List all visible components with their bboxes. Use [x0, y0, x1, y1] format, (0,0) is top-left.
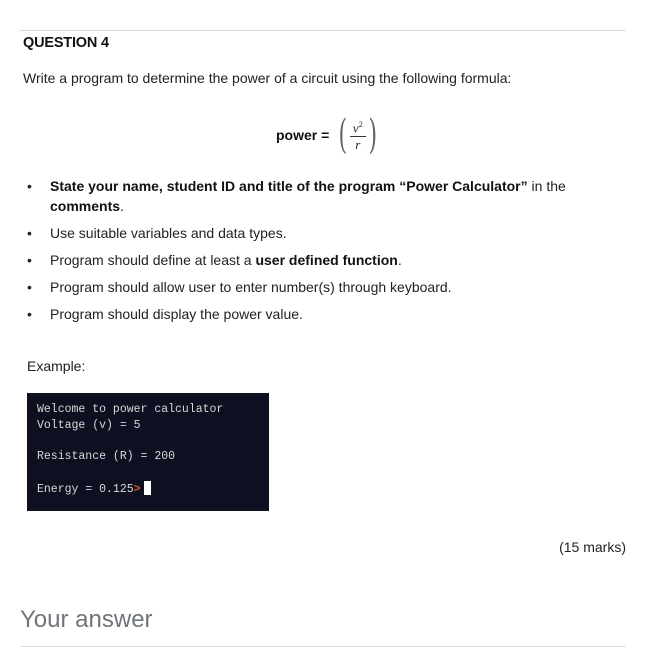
requirement-item — [23, 223, 623, 243]
requirement-item — [23, 304, 623, 324]
requirement-bold-text: comments — [50, 198, 121, 214]
requirement-item — [23, 277, 623, 297]
formula-open-paren: ( — [338, 112, 348, 158]
cursor-icon — [144, 481, 151, 495]
marks-label: (15 marks) — [559, 539, 626, 555]
requirement-item — [23, 176, 623, 216]
formula-close-paren: ) — [368, 112, 377, 158]
requirement-bold-text: State your name, student ID and title of the program “Power Calculator” — [50, 178, 528, 194]
numerator-exponent: 2 — [358, 119, 363, 129]
question-title: QUESTION 4 — [23, 35, 109, 51]
requirement-text: . — [120, 198, 124, 214]
requirement-text: Use suitable variables and data types. — [50, 225, 287, 241]
answer-input[interactable]: Your answer — [20, 604, 626, 647]
bullet-icon: • — [27, 306, 32, 322]
requirement-text: Program should display the power value. — [50, 306, 303, 322]
formula-denominator: r — [355, 137, 361, 153]
console-line-energy — [37, 481, 151, 496]
requirement-item — [23, 250, 623, 270]
formula-fraction — [350, 118, 366, 152]
bullet-icon: • — [27, 279, 32, 295]
requirement-text: . — [397, 252, 402, 268]
requirement-bold-text: user defined function — [255, 252, 398, 268]
question-intro: Write a program to determine the power of a circuit using the following formula: — [23, 70, 512, 86]
bullet-icon: • — [27, 178, 32, 194]
top-divider — [20, 30, 626, 31]
bullet-icon: • — [27, 252, 32, 268]
numerator-variable: v — [352, 120, 359, 136]
bullet-icon: • — [27, 225, 32, 241]
formula-numerator — [350, 118, 366, 137]
requirements-list — [23, 176, 623, 331]
example-label: Example: — [27, 358, 86, 374]
console-line-voltage: Voltage (v) = 5 — [37, 419, 141, 432]
power-formula — [276, 112, 380, 158]
prompt-arrow-icon: > — [133, 483, 141, 496]
console-line-resistance: Resistance (R) = 200 — [37, 450, 176, 463]
console-energy-text: Energy = 0.125 — [37, 483, 134, 496]
console-line-welcome: Welcome to power calculator — [37, 403, 224, 416]
requirement-text: Program should allow user to enter number(s) through keyboard. — [50, 279, 452, 295]
requirement-text: in the — [527, 178, 566, 194]
formula-label: power = — [276, 127, 330, 143]
example-console-image — [27, 393, 269, 511]
requirement-text: Program should define at least a — [50, 252, 256, 268]
